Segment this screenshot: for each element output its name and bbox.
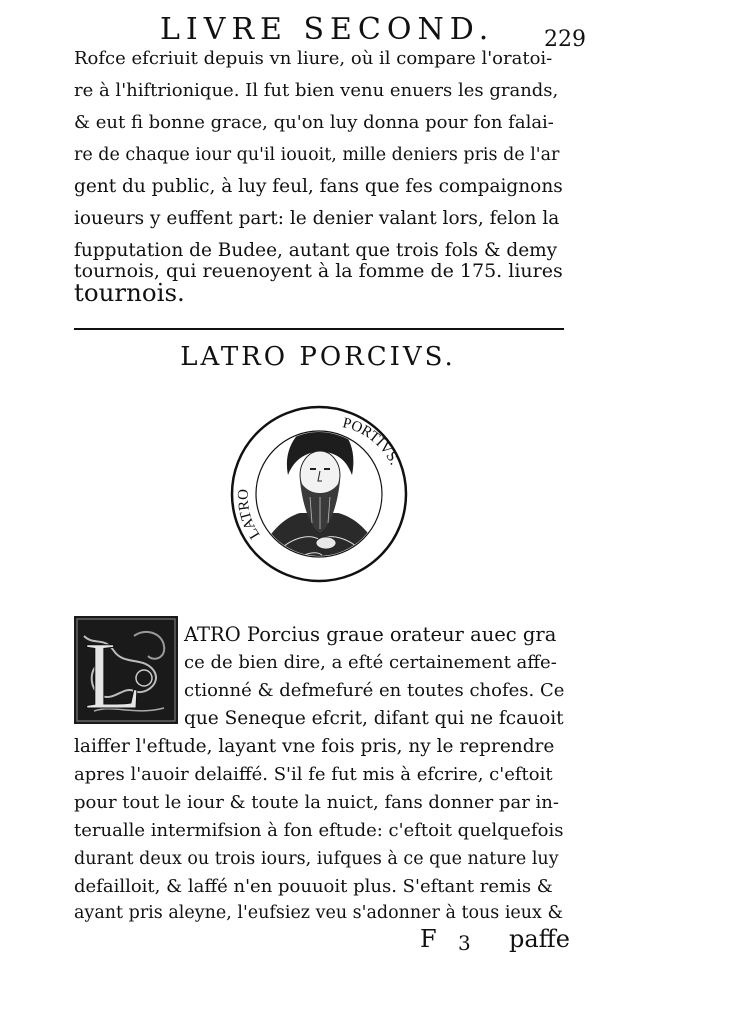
text-line: ioueurs y euffent part: le denier valant lors, felon la — [74, 208, 560, 229]
signature-number: 3 — [458, 931, 471, 955]
running-head: LIVRE SECOND. — [160, 12, 495, 47]
dropcap-letter: L — [84, 622, 143, 724]
text-line: defailloit, & laffé n'en pouuoit plus. S'eftant remis & — [74, 876, 553, 897]
text-line: ATRO Porcius graue orateur auec gra — [184, 623, 557, 646]
text-line: apres l'auoir delaiffé. S'il fe fut mis à efcrire, c'eftoit — [74, 764, 553, 785]
text-line: tournois. — [74, 278, 185, 307]
portrait-medallion — [230, 405, 408, 583]
text-line: ce de bien dire, a efté certainement affe- — [184, 652, 557, 673]
medallion-inscription-right: PORTIVS. — [340, 415, 403, 468]
text-line: ctionné & defmefuré en toutes chofes. Ce — [184, 680, 565, 701]
text-line: Rofce efcriuit depuis vn liure, où il compare l'oratoi- — [74, 48, 553, 69]
medallion-inscription-left: LATRO — [235, 488, 264, 542]
text-line: ayant pris aleyne, l'eufsiez veu s'adonner à tous ieux & — [74, 903, 564, 923]
section-title: LATRO PORCIVS. — [180, 342, 456, 372]
page-number: 229 — [544, 27, 586, 52]
text-line: re à l'hiftrionique. Il fut bien venu enuers les grands, — [74, 80, 559, 101]
catchword: paffe — [509, 925, 570, 953]
text-line: durant deux ou trois iours, iufques à ce que nature luy — [74, 849, 559, 869]
text-line: tournois, qui reuenoyent à la fomme de 175. liures — [74, 260, 563, 282]
decorated-initial — [74, 616, 178, 724]
text-line: re de chaque iour qu'il iouoit, mille deniers pris de l'ar — [74, 145, 560, 165]
section-divider — [74, 328, 564, 330]
signature-mark: F — [420, 925, 437, 953]
text-line: pour tout le iour & toute la nuict, fans donner par in- — [74, 792, 559, 813]
text-line: fupputation de Budee, autant que trois fols & demy — [74, 240, 558, 261]
text-line: & eut fi bonne grace, qu'on luy donna pour fon falai- — [74, 112, 554, 133]
text-line: que Seneque efcrit, difant qui ne fcauoit — [184, 708, 564, 729]
text-line: terualle intermifsion à fon eftude: c'eftoit quelquefois — [74, 820, 564, 841]
text-line: gent du public, à luy feul, fans que fes compaignons — [74, 176, 563, 197]
text-line: laiffer l'eftude, layant vne fois pris, ny le reprendre — [74, 736, 555, 757]
